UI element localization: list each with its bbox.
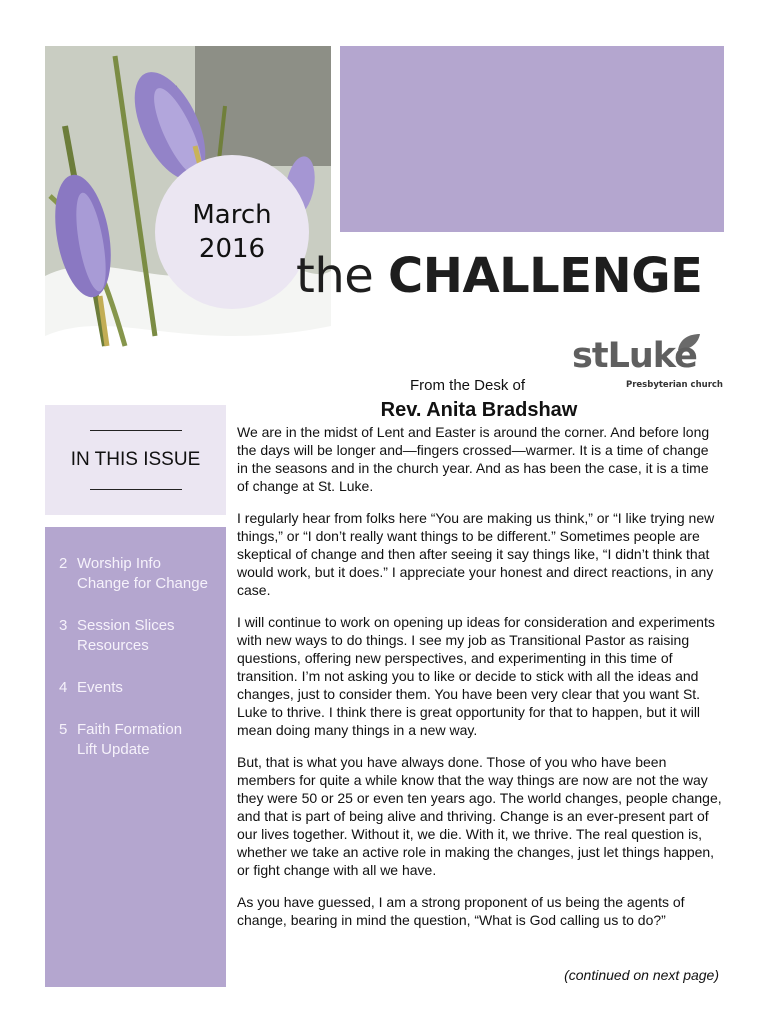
toc-entry-label: Worship Info	[77, 555, 161, 572]
logo-tagline: Presbyterian church	[626, 380, 723, 390]
toc-item[interactable]	[59, 720, 222, 760]
masthead-prefix: the	[296, 248, 374, 304]
divider	[90, 489, 182, 490]
letter-paragraph: As you have guessed, I am a strong proponent of us being the agents of change, bearing in mind the question, “What is God calling us to do?”	[237, 894, 685, 928]
toc-entry-label: Change for Change	[77, 575, 208, 592]
letter-paragraph: We are in the midst of Lent and Easter is around the corner. And before long the days will be longer and—fingers crossed—warmer. It is a time of change in the seasons and in the church year. And as has been the case, it is a time of change at St. Luke.	[237, 424, 710, 494]
pastor-letter	[237, 423, 723, 943]
toc-entry-label: Faith Formation	[77, 721, 183, 738]
in-this-issue-header	[45, 405, 226, 515]
toc-item[interactable]	[59, 616, 222, 656]
desk-label: From the Desk of	[410, 377, 526, 394]
letter-paragraph: I regularly hear from folks here “You are making us think,” or “I like trying new things,” or “I don’t really want things to be different.” Sometimes people are skeptical of change and then after seeing it say things like, “I didn’t think that would work, but it does.” I appreciate your honest and direct reactions, in any case.	[237, 510, 715, 598]
toc-item[interactable]	[59, 678, 222, 698]
toc-entry-label: Session Slices	[77, 617, 175, 634]
issue-month: March	[192, 200, 272, 230]
issue-year: 2016	[198, 234, 266, 264]
pastor-name: Rev. Anita Bradshaw	[380, 399, 578, 421]
newsletter-masthead	[296, 248, 736, 304]
toc-page-number: 3	[59, 617, 68, 634]
toc-page-number: 2	[59, 555, 68, 572]
masthead-title: CHALLENGE	[388, 248, 703, 304]
letter-paragraph: I will continue to work on opening up ideas for consideration and experiments with new ways to do things. I see my job as Transitional Pastor as raising questions, offering new perspectives, and experimenting in this time of transition. I’m not asking you to like or decide to stick with all the ideas and changes, just to consider them. You have been very clear that you want St. Luke to thrive. I think there is great opportunity for that to happen, but it will mean doing many things in a new way.	[237, 614, 715, 738]
divider	[90, 430, 182, 431]
continued-note: (continued on next page)	[564, 967, 719, 983]
toc-page-number: 5	[59, 721, 68, 738]
toc-entry-label: Resources	[77, 637, 149, 654]
in-this-issue-title: IN THIS ISSUE	[70, 449, 201, 470]
toc-entry-label: Lift Update	[77, 741, 150, 758]
toc-entry-label: Events	[77, 679, 123, 696]
toc-item[interactable]	[59, 554, 222, 594]
header-color-block	[340, 46, 724, 232]
issue-date-badge	[155, 155, 309, 309]
table-of-contents	[45, 527, 226, 987]
toc-page-number: 4	[59, 679, 68, 696]
letter-paragraph: But, that is what you have always done. Those of you who have been members for quite a while know that the way things are now are not the way they were 50 or 25 or even ten years ago. The world changes, people change, and that is part of being alive and thriving. Change is an ever-present part of our lives together. Without it, we die. With it, we thrive. The real question is, whether we take an active role in making the changes, just let things happen, or fight change with all we have.	[237, 754, 722, 878]
logo-wordmark: stLuke	[572, 336, 697, 376]
church-logo	[572, 334, 724, 396]
